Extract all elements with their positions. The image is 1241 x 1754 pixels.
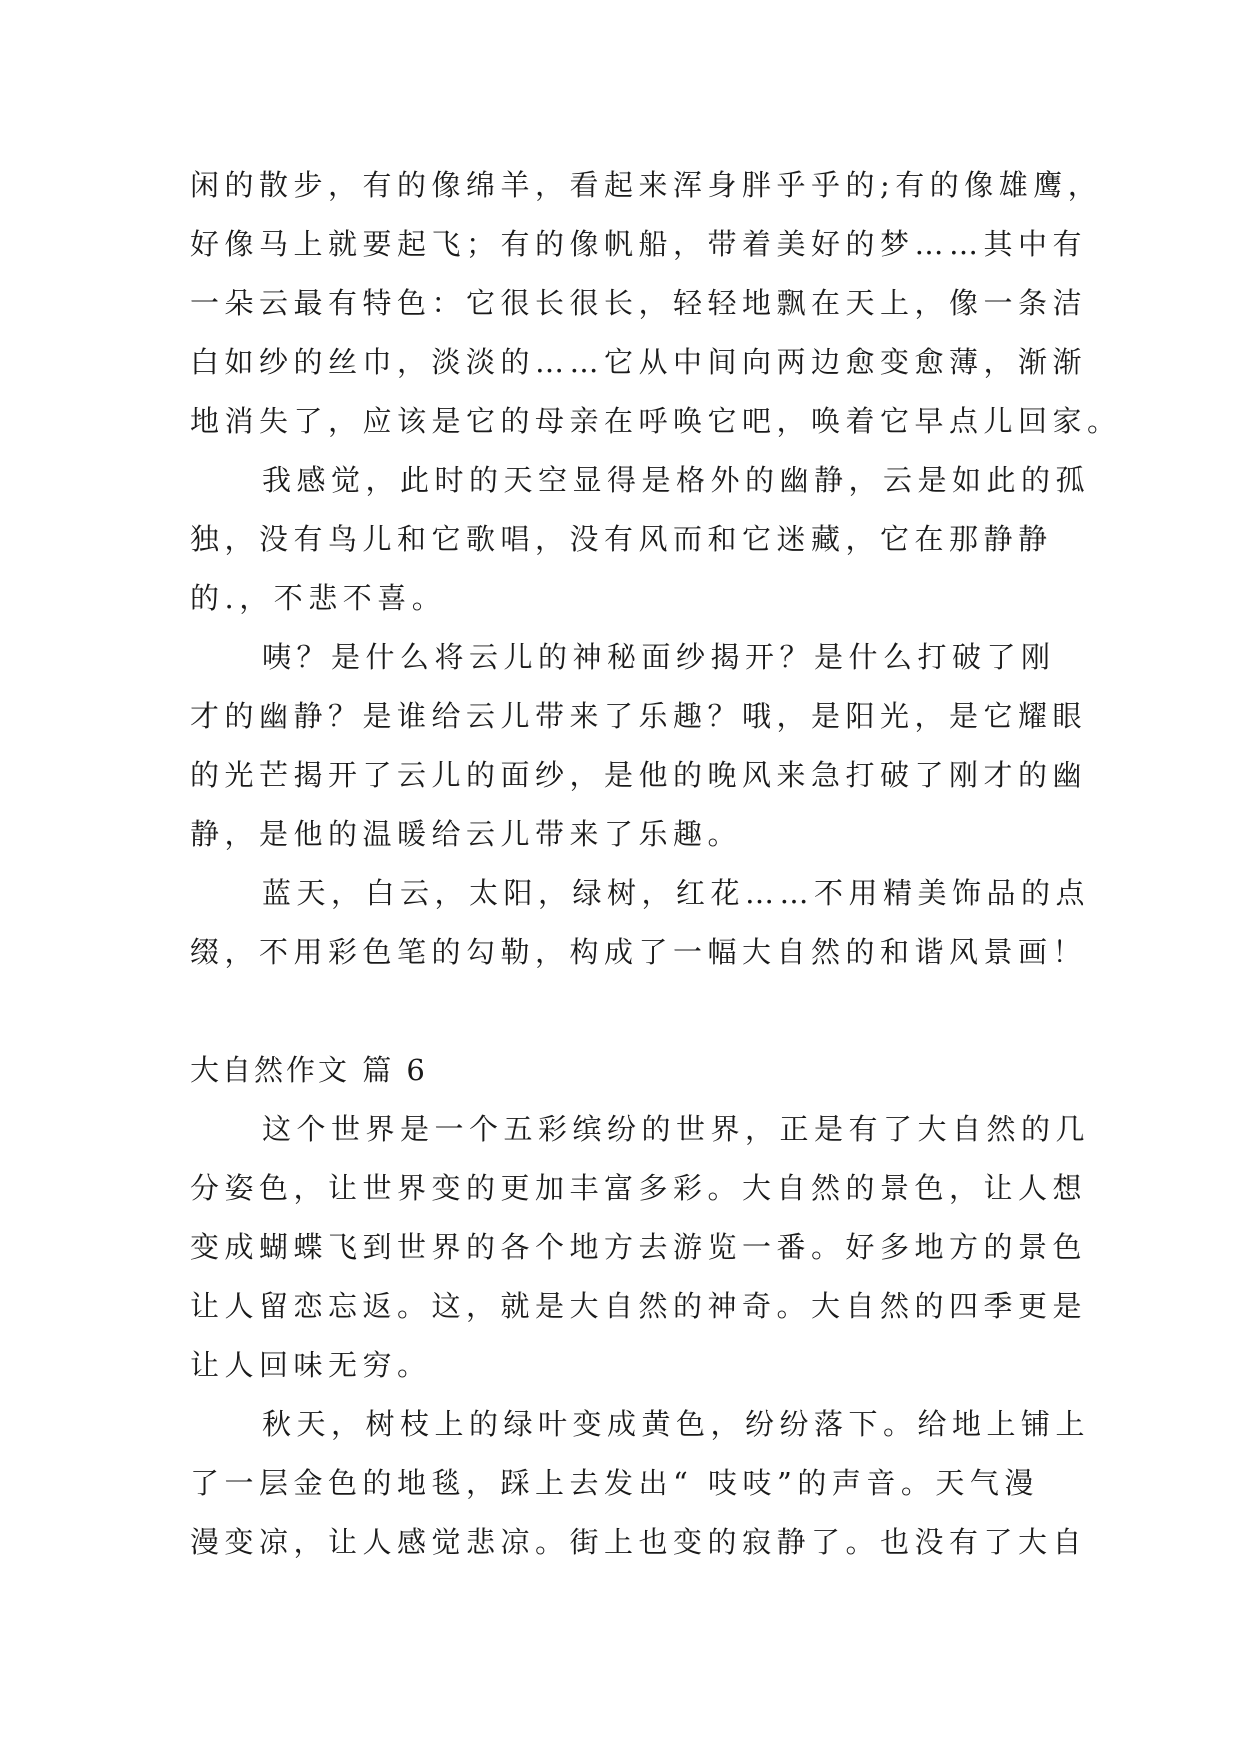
text-line: 独，没有鸟儿和它歌唱，没有风而和它迷藏，它在那静静 <box>190 522 1053 556</box>
text-line: 让人回味无穷。 <box>190 1348 432 1382</box>
text-line: 秋天，树枝上的绿叶变成黄色，纷纷落下。给地上铺上 <box>262 1407 1091 1441</box>
text-line: 一朵云最有特色：它很长很长，轻轻地飘在天上，像一条洁 <box>190 286 1088 320</box>
text-line: 的.，不悲不喜。 <box>190 581 447 615</box>
text-line: 让人留恋忘返。这，就是大自然的神奇。大自然的四季更是 <box>190 1289 1088 1323</box>
text-line: 我感觉，此时的天空显得是格外的幽静，云是如此的孤 <box>262 463 1091 497</box>
text-line: 闲的散步，有的像绵羊，看起来浑身胖乎乎的;有的像雄鹰， <box>190 168 1103 202</box>
section-heading: 大自然作文 篇 6 <box>190 1053 428 1087</box>
section-spacer <box>190 982 1060 1041</box>
text-line: 缀，不用彩色笔的勾勒，构成了一幅大自然的和谐风景画！ <box>190 935 1088 969</box>
text-line: 漫变凉，让人感觉悲凉。街上也变的寂静了。也没有了大自 <box>190 1525 1088 1559</box>
paragraph-sunlight <box>190 628 1088 864</box>
paragraph-quiet-sky <box>190 451 1091 628</box>
paragraph-clouds-shapes <box>190 156 1122 451</box>
text-line: 白如纱的丝巾，淡淡的……它从中间向两边愈变愈薄，渐渐 <box>190 345 1088 379</box>
paragraph-landscape <box>190 864 1091 982</box>
text-line: 这个世界是一个五彩缤纷的世界，正是有了大自然的几 <box>262 1112 1091 1146</box>
paragraph-colorful-world <box>190 1100 1091 1395</box>
text-line: 好像马上就要起飞；有的像帆船，带着美好的梦……其中有 <box>190 227 1088 261</box>
text-line: 静，是他的温暖给云儿带来了乐趣。 <box>190 817 743 851</box>
text-line: 才的幽静？是谁给云儿带来了乐趣？哦，是阳光，是它耀眼 <box>190 699 1088 733</box>
document-body <box>190 156 1122 1572</box>
text-line: 分姿色，让世界变的更加丰富多彩。大自然的景色，让人想 <box>190 1171 1088 1205</box>
text-line: 了一层金色的地毯，踩上去发出“ 吱吱”的声音。天气漫 <box>190 1466 1039 1500</box>
text-line: 的光芒揭开了云儿的面纱，是他的晚风来急打破了刚才的幽 <box>190 758 1088 792</box>
text-line: 变成蝴蝶飞到世界的各个地方去游览一番。好多地方的景色 <box>190 1230 1088 1264</box>
text-line: 地消失了，应该是它的母亲在呼唤它吧，唤着它早点儿回家。 <box>190 404 1122 438</box>
paragraph-autumn <box>190 1395 1091 1572</box>
text-line: 咦？是什么将云儿的神秘面纱揭开？是什么打破了刚 <box>262 640 1056 674</box>
text-line: 蓝天，白云，太阳，绿树，红花……不用精美饰品的点 <box>262 876 1091 910</box>
